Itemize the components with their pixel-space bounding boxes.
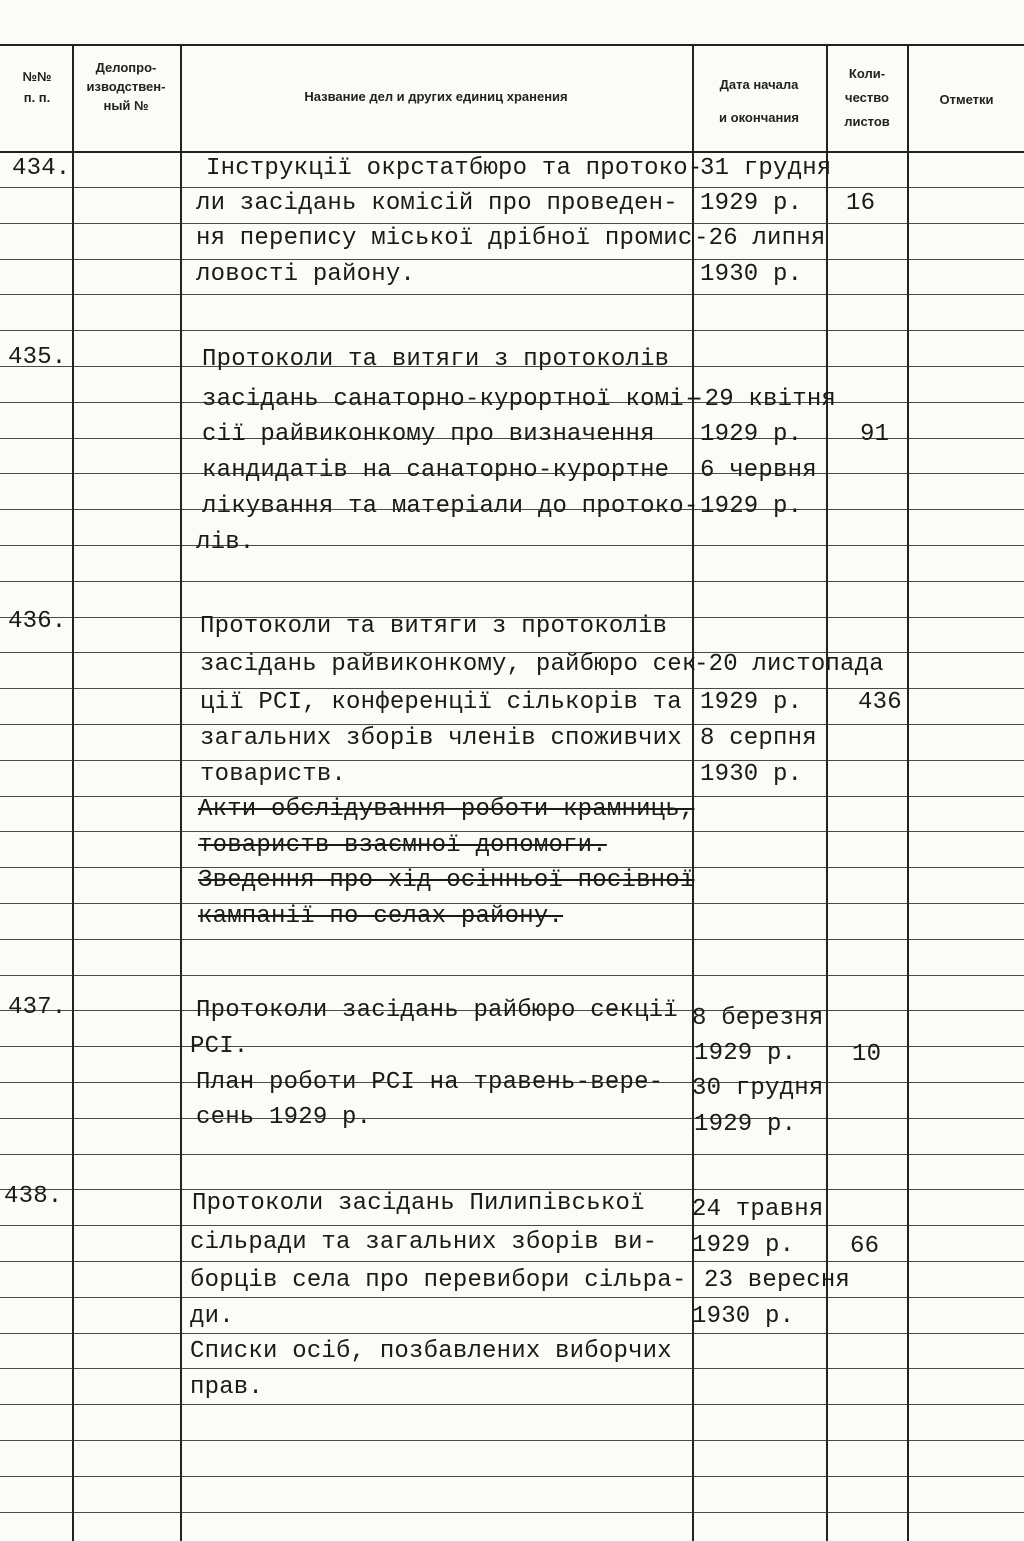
header-title-column: Название дел и других единиц хранения xyxy=(304,89,568,104)
case-date-line: -20 листопада xyxy=(694,651,884,678)
case-date-line: 1929 р. xyxy=(700,421,803,448)
case-sheet-count: 10 xyxy=(852,1041,882,1068)
case-title-line-struck: товариств взаємної допомоги. xyxy=(198,832,607,859)
case-title-line: Протоколи та витяги з протоколів xyxy=(202,346,670,373)
case-number: 436. xyxy=(8,608,67,635)
case-title-line-struck: Акти обслідування роботи крамниць, xyxy=(198,796,695,823)
case-title-line: кандидатів на санаторно-курортне xyxy=(202,457,670,484)
header-number-column: №№ п. п. xyxy=(22,69,52,105)
case-date-line: 30 грудня xyxy=(692,1075,824,1102)
case-date-line: -29 квітня xyxy=(690,386,837,413)
ruled-line xyxy=(0,1512,1024,1513)
column-rule-2 xyxy=(180,44,182,1541)
case-title-line: прав. xyxy=(190,1374,264,1401)
ruled-line xyxy=(0,939,1024,940)
ruled-line xyxy=(0,1404,1024,1405)
case-sheet-count: 436 xyxy=(858,689,902,716)
header-notes-column: Отметки xyxy=(939,92,994,107)
ruled-line xyxy=(0,1154,1024,1155)
ruled-line xyxy=(0,1440,1024,1441)
case-date-line: 1929 р. xyxy=(700,689,803,716)
case-title-line: План роботи РСІ на травень-вере- xyxy=(196,1069,664,1096)
case-title-line-struck: Зведення про хід осінньої посівної xyxy=(198,867,695,894)
case-date-line: 8 серпня xyxy=(700,725,817,752)
ruled-line xyxy=(0,1476,1024,1477)
case-date-line: 1929 р. xyxy=(694,1040,797,1067)
ruled-line xyxy=(0,975,1024,976)
ruled-line xyxy=(0,1333,1024,1334)
ruled-line xyxy=(0,545,1024,546)
ruled-line xyxy=(0,187,1024,188)
column-rule-5 xyxy=(907,44,909,1541)
case-number: 434. xyxy=(12,155,71,182)
case-date-line: 1929 р. xyxy=(694,1111,797,1138)
case-title-line: сії райвиконкому про визначення xyxy=(202,421,655,448)
header-office-number-column: Делопро- изводствен- ный № xyxy=(86,60,166,113)
case-sheet-count: 16 xyxy=(846,190,876,217)
case-sheet-count: 66 xyxy=(850,1233,880,1260)
ruled-line xyxy=(0,1368,1024,1369)
case-number: 435. xyxy=(8,344,67,371)
case-date-line: 6 червня xyxy=(700,457,817,484)
case-title-line: засідань райвиконкому, райбюро сек xyxy=(200,651,697,678)
ruled-line xyxy=(0,294,1024,295)
case-title-line: сень 1929 р. xyxy=(196,1104,372,1131)
case-title-line: Списки осіб, позбавлених виборчих xyxy=(190,1338,672,1365)
case-date-line: 1929 р. xyxy=(700,190,803,217)
case-date-line: -26 липня xyxy=(694,225,826,252)
header-top-rule xyxy=(0,44,1024,46)
case-title-line: засідань санаторно-курортної комі- xyxy=(202,386,699,413)
ruled-line xyxy=(0,1118,1024,1119)
case-title-line: загальних зборів членів споживчих xyxy=(200,725,682,752)
case-title-line: Протоколи засідань райбюро секції xyxy=(196,997,678,1024)
case-title-line: ції РСІ, конференції сількорів та xyxy=(200,689,682,716)
header-sheet-count-column: Коли- чество листов xyxy=(844,66,890,129)
case-title-line: товариств. xyxy=(200,761,347,788)
case-date-line: 1929 р. xyxy=(700,493,803,520)
case-title-line: сільради та загальних зборів ви- xyxy=(190,1229,658,1256)
case-title-line: лів. xyxy=(196,529,255,556)
header-bottom-rule xyxy=(0,151,1024,153)
case-title-line: борців села про перевибори сільра- xyxy=(190,1267,687,1294)
ruled-line xyxy=(0,1225,1024,1226)
case-sheet-count: 91 xyxy=(860,421,890,448)
case-date-line: 1930 р. xyxy=(700,261,803,288)
case-date-line: 31 грудня xyxy=(700,155,832,182)
case-number: 438. xyxy=(4,1183,63,1210)
case-title-line: ловості району. xyxy=(196,261,416,288)
case-number: 437. xyxy=(8,994,67,1021)
case-date-line: 1930 р. xyxy=(692,1303,795,1330)
ruled-line xyxy=(0,1297,1024,1298)
case-title-line: Протоколи та витяги з протоколів xyxy=(200,613,668,640)
case-title-line: ли засідань комісій про проведен- xyxy=(196,190,678,217)
case-title-line-struck: кампанії по селах району. xyxy=(198,903,564,930)
case-title-line: РСІ. xyxy=(190,1033,249,1060)
case-date-line: 24 травня xyxy=(692,1196,824,1223)
case-date-line: 23 вересня xyxy=(704,1267,851,1294)
case-title-line: ня перепису міської дрібної промис xyxy=(196,225,693,252)
ruled-line xyxy=(0,330,1024,331)
case-title-line: Протоколи засідань Пилипівської xyxy=(192,1190,645,1217)
header-dates-column: Дата начала и окончания xyxy=(719,77,799,125)
case-title-line: ди. xyxy=(190,1303,234,1330)
case-date-line: 1929 р. xyxy=(692,1232,795,1259)
ruled-line xyxy=(0,760,1024,761)
ruled-line xyxy=(0,259,1024,260)
case-date-line: 8 березня xyxy=(692,1005,824,1032)
column-rule-4 xyxy=(826,44,828,1541)
column-rule-1 xyxy=(72,44,74,1541)
case-title-line: Інструкції окрстатбюро та протоко- xyxy=(206,155,703,182)
case-date-line: 1930 р. xyxy=(700,761,803,788)
case-title-line: лікування та матеріали до протоко- xyxy=(202,493,699,520)
ruled-line xyxy=(0,581,1024,582)
